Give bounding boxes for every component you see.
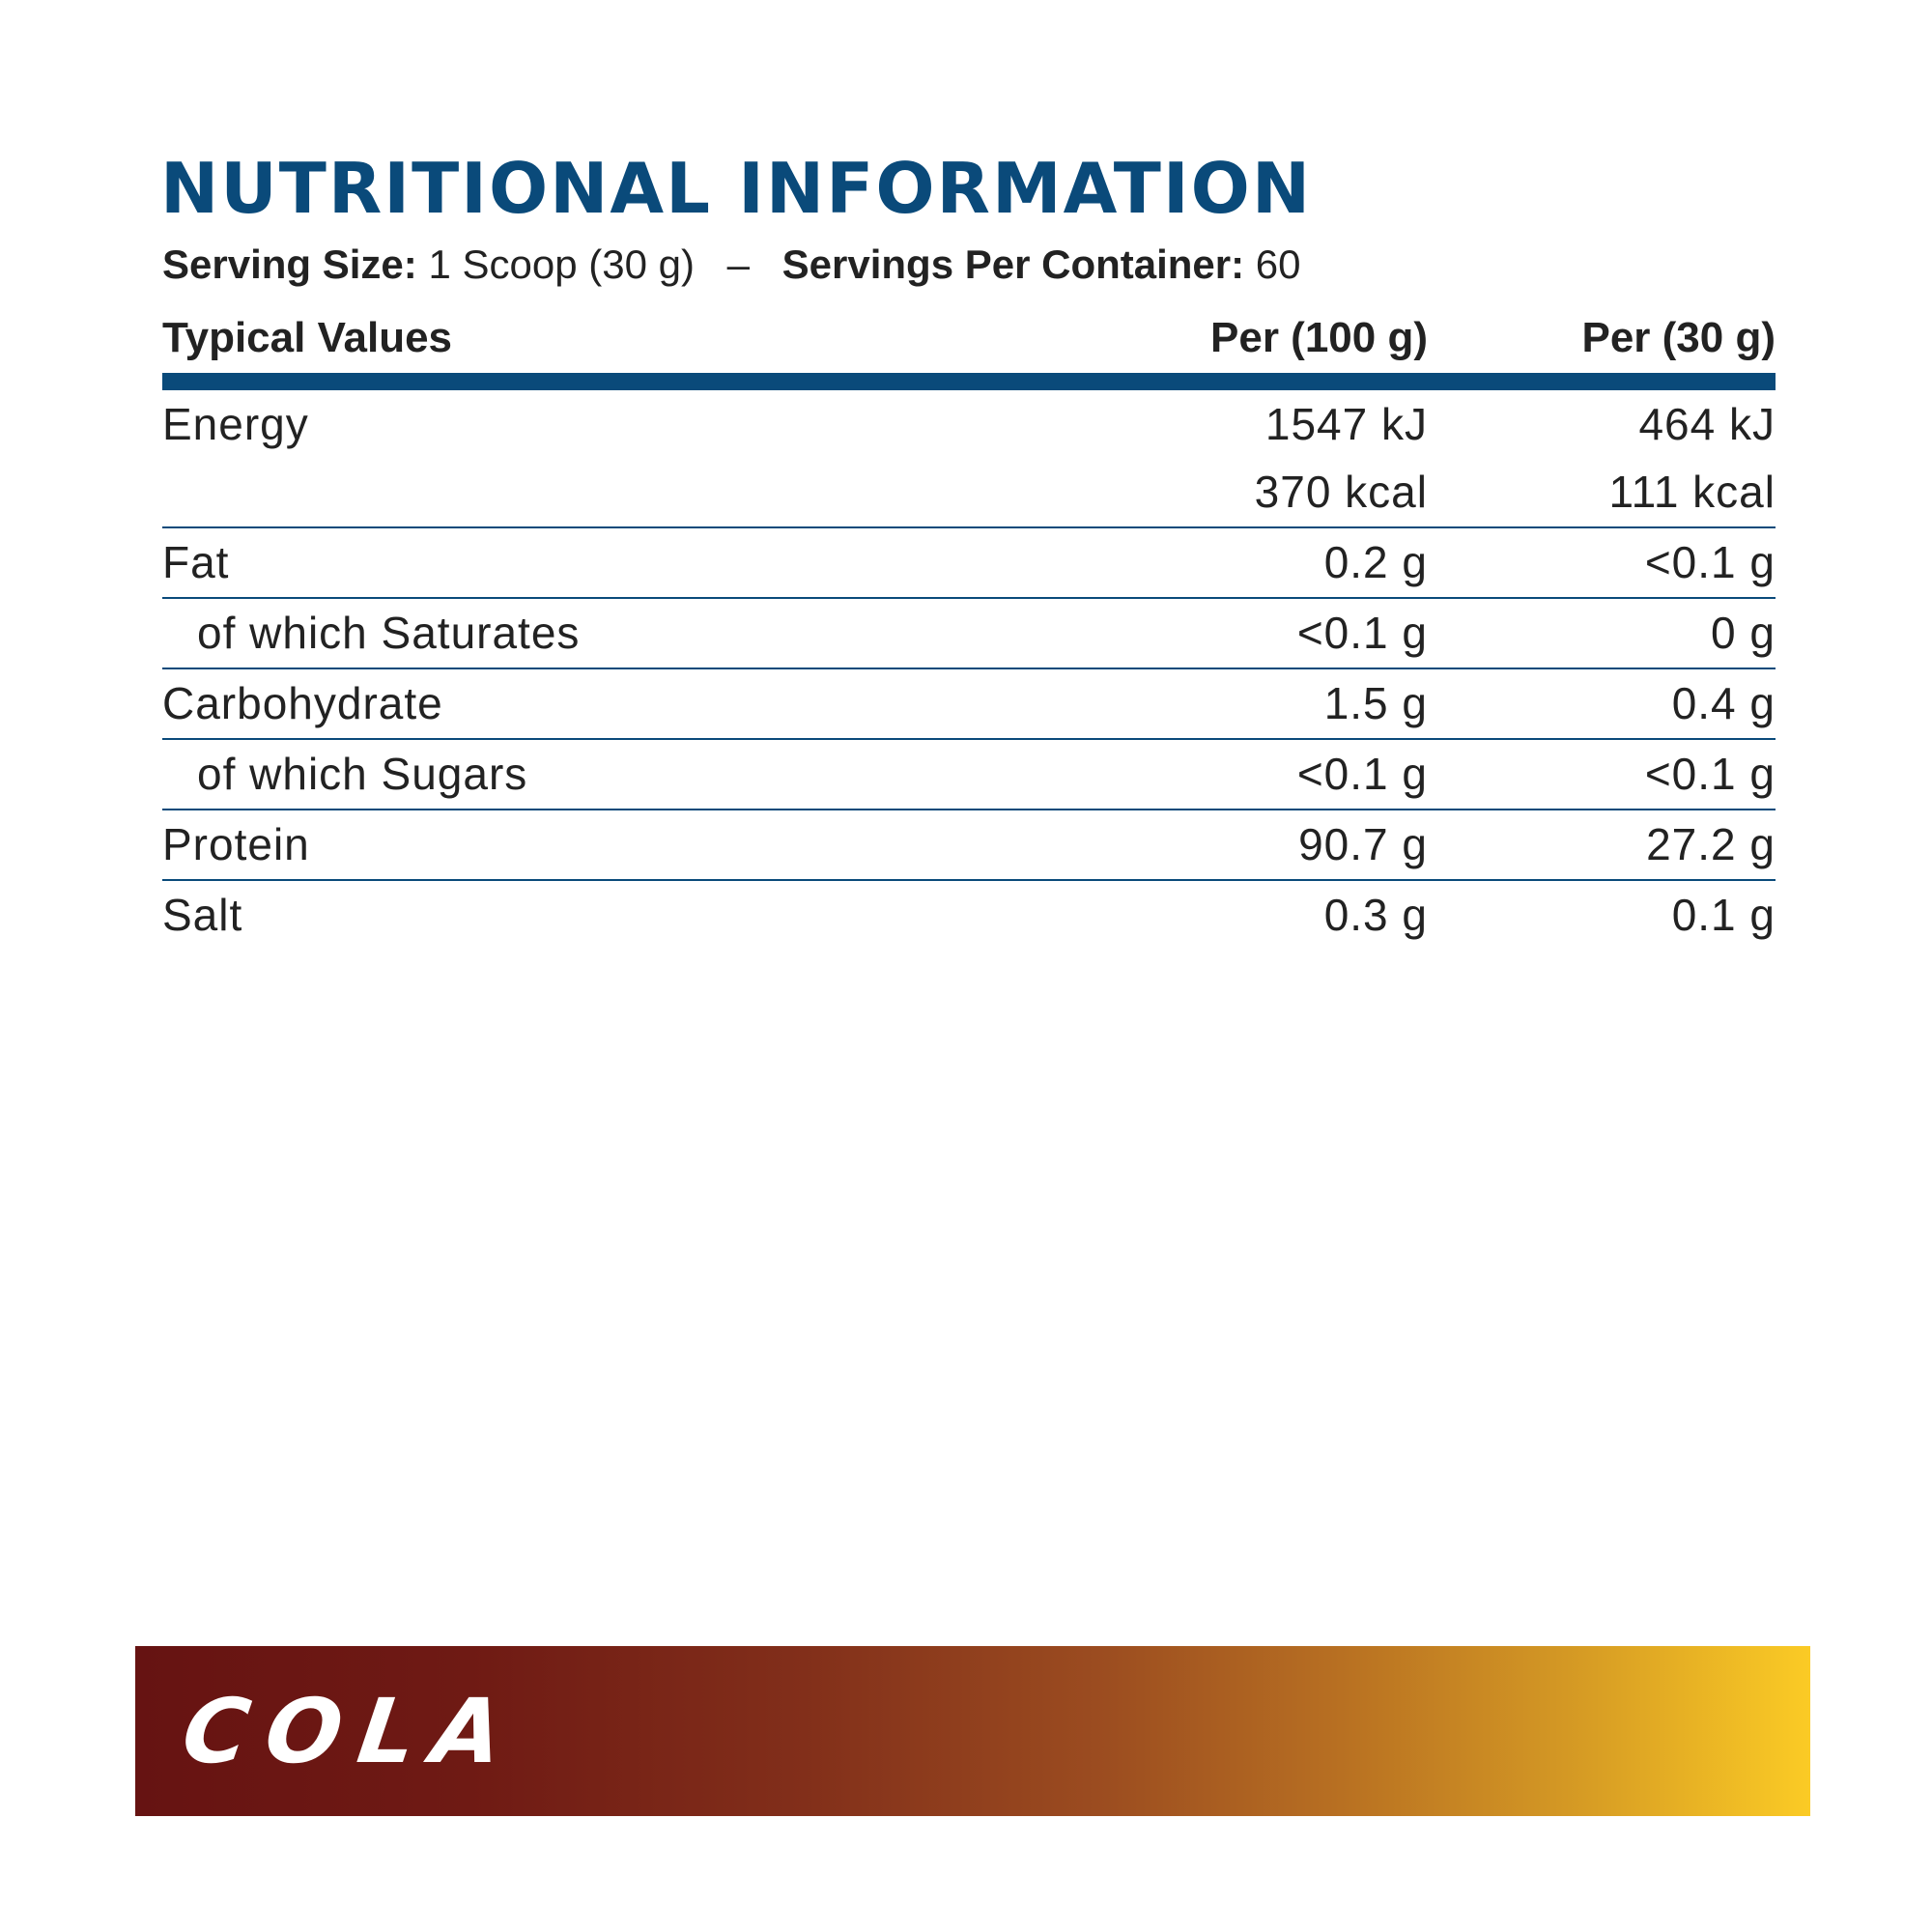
row-per-100g: 1.5 g — [1323, 678, 1428, 728]
serving-size-value: 1 Scoop (30 g) — [428, 242, 695, 287]
row-per-30g: 27.2 g — [1646, 819, 1776, 869]
row-per-100g-kcal: 370 kcal — [1254, 467, 1428, 517]
row-label: Salt — [162, 890, 243, 940]
row-per-30g-kj: 464 kJ — [1638, 399, 1776, 449]
table-row-salt — [162, 881, 1776, 950]
nutrition-table — [162, 390, 1776, 950]
table-row-sugars — [162, 740, 1776, 810]
row-per-100g: <0.1 g — [1296, 608, 1428, 658]
row-per-100g: <0.1 g — [1296, 749, 1428, 799]
table-row-carbohydrate — [162, 669, 1776, 740]
table-row-fat — [162, 528, 1776, 599]
row-per-30g: <0.1 g — [1644, 537, 1776, 587]
page-title: NUTRITIONAL INFORMATION — [160, 148, 1313, 229]
row-per-100g-kj: 1547 kJ — [1264, 399, 1428, 449]
row-label: Protein — [162, 819, 310, 869]
row-label: of which Saturates — [197, 608, 581, 658]
header-per-30g: Per (30 g) — [1581, 314, 1776, 361]
row-per-30g: 0.4 g — [1671, 678, 1776, 728]
table-header — [162, 311, 1776, 365]
serving-size-label: Serving Size: — [162, 242, 417, 287]
row-per-30g-kcal: 111 kcal — [1608, 467, 1776, 517]
row-per-100g: 0.2 g — [1323, 537, 1428, 587]
row-per-100g: 90.7 g — [1298, 819, 1428, 869]
servings-per-container-value: 60 — [1255, 242, 1301, 287]
servings-per-container-label: Servings Per Container: — [781, 242, 1245, 287]
table-row-saturates — [162, 599, 1776, 669]
row-per-30g: 0 g — [1711, 608, 1776, 658]
header-divider — [162, 373, 1776, 390]
row-per-100g: 0.3 g — [1323, 890, 1428, 940]
header-typical-values: Typical Values — [162, 314, 453, 361]
header-per-100g: Per (100 g) — [1210, 314, 1428, 361]
row-per-30g: 0.1 g — [1671, 890, 1776, 940]
table-row-protein — [162, 810, 1776, 881]
serving-info — [162, 240, 1301, 290]
row-label: Fat — [162, 537, 230, 587]
table-row-energy — [162, 390, 1776, 528]
row-per-30g: <0.1 g — [1644, 749, 1776, 799]
flavor-name: COLA — [176, 1680, 527, 1783]
row-label: Energy — [162, 399, 309, 449]
row-label: Carbohydrate — [162, 678, 443, 728]
serving-separator: – — [726, 242, 750, 287]
row-label: of which Sugars — [197, 749, 528, 799]
